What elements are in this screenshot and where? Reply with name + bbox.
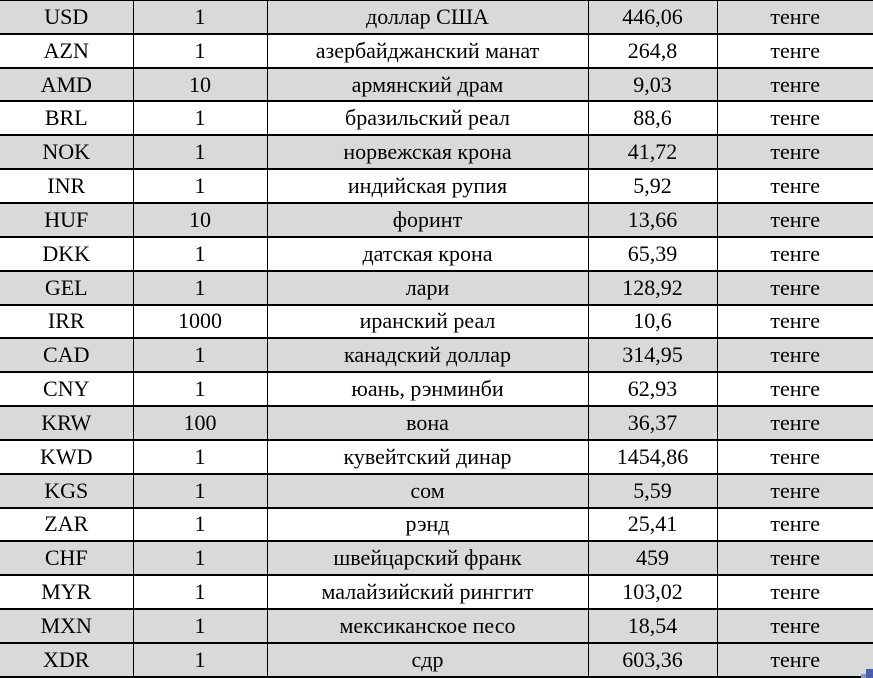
cell-units: 1 [133, 508, 267, 542]
cell-rate: 88,6 [588, 101, 717, 135]
cell-quote-currency: тенге [717, 643, 873, 677]
cell-rate: 25,41 [588, 508, 717, 542]
table-row [0, 575, 873, 609]
cell-currency-code: ZAR [0, 508, 133, 542]
cell-rate: 1454,86 [588, 440, 717, 474]
cell-rate: 9,03 [588, 68, 717, 102]
cell-currency-name: кувейтский динар [267, 440, 588, 474]
cell-rate: 446,06 [588, 1, 717, 34]
cell-rate: 264,8 [588, 34, 717, 68]
cell-currency-name: иранский реал [267, 305, 588, 339]
cell-rate: 18,54 [588, 609, 717, 643]
cell-quote-currency: тенге [717, 1, 873, 34]
cell-rate: 5,92 [588, 169, 717, 203]
cell-currency-code: KWD [0, 440, 133, 474]
cell-units: 1000 [133, 305, 267, 339]
blue-resize-handle-main [866, 669, 873, 678]
cell-quote-currency: тенге [717, 338, 873, 372]
cell-rate: 10,6 [588, 305, 717, 339]
table-row [0, 237, 873, 271]
cell-quote-currency: тенге [717, 508, 873, 542]
table-row [0, 338, 873, 372]
table-row [0, 1, 873, 34]
cell-currency-code: AZN [0, 34, 133, 68]
cell-units: 10 [133, 68, 267, 102]
cell-currency-name: лари [267, 271, 588, 305]
cell-currency-code: USD [0, 1, 133, 34]
cell-units: 1 [133, 101, 267, 135]
cell-currency-name: сдр [267, 643, 588, 677]
cell-currency-code: CNY [0, 372, 133, 406]
table-row [0, 34, 873, 68]
cell-currency-name: малайзийский ринггит [267, 575, 588, 609]
cell-rate: 41,72 [588, 135, 717, 169]
cell-units: 1 [133, 440, 267, 474]
cell-rate: 65,39 [588, 237, 717, 271]
cell-quote-currency: тенге [717, 440, 873, 474]
cell-currency-code: MYR [0, 575, 133, 609]
cell-quote-currency: тенге [717, 575, 873, 609]
cell-currency-code: GEL [0, 271, 133, 305]
cell-units: 1 [133, 609, 267, 643]
cell-quote-currency: тенге [717, 271, 873, 305]
cell-rate: 103,02 [588, 575, 717, 609]
table-row [0, 169, 873, 203]
cell-rate: 459 [588, 541, 717, 575]
cell-quote-currency: тенге [717, 68, 873, 102]
cell-units: 10 [133, 203, 267, 237]
cell-currency-name: сом [267, 474, 588, 508]
cell-currency-code: AMD [0, 68, 133, 102]
table-row [0, 643, 873, 677]
cell-rate: 128,92 [588, 271, 717, 305]
cell-currency-code: IRR [0, 305, 133, 339]
cell-quote-currency: тенге [717, 541, 873, 575]
table-row [0, 541, 873, 575]
cell-quote-currency: тенге [717, 406, 873, 440]
table-row [0, 508, 873, 542]
cell-currency-code: CHF [0, 541, 133, 575]
cell-units: 1 [133, 575, 267, 609]
cell-quote-currency: тенге [717, 203, 873, 237]
cell-rate: 13,66 [588, 203, 717, 237]
currency-rates-table-body [0, 1, 873, 678]
cell-currency-name: норвежская крона [267, 135, 588, 169]
cell-currency-name: армянский драм [267, 68, 588, 102]
cell-rate: 36,37 [588, 406, 717, 440]
blue-resize-handle-icon[interactable] [861, 668, 873, 678]
cell-currency-name: азербайджанский манат [267, 34, 588, 68]
table-row [0, 135, 873, 169]
cell-currency-code: NOK [0, 135, 133, 169]
cell-currency-name: швейцарский франк [267, 541, 588, 575]
table-row [0, 474, 873, 508]
table-row [0, 305, 873, 339]
cell-rate: 603,36 [588, 643, 717, 677]
cell-quote-currency: тенге [717, 169, 873, 203]
cell-rate: 314,95 [588, 338, 717, 372]
cell-currency-code: BRL [0, 101, 133, 135]
cell-units: 100 [133, 406, 267, 440]
cell-units: 1 [133, 541, 267, 575]
cell-currency-name: вона [267, 406, 588, 440]
cell-units: 1 [133, 34, 267, 68]
table-row [0, 101, 873, 135]
table-row [0, 406, 873, 440]
table-row [0, 440, 873, 474]
cell-units: 1 [133, 338, 267, 372]
cell-currency-name: доллар США [267, 1, 588, 34]
cell-units: 1 [133, 135, 267, 169]
cell-units: 1 [133, 1, 267, 34]
cell-quote-currency: тенге [717, 135, 873, 169]
cell-rate: 62,93 [588, 372, 717, 406]
cell-currency-code: CAD [0, 338, 133, 372]
cell-currency-code: INR [0, 169, 133, 203]
table-row [0, 372, 873, 406]
cell-quote-currency: тенге [717, 34, 873, 68]
cell-currency-name: мексиканское песо [267, 609, 588, 643]
cell-quote-currency: тенге [717, 372, 873, 406]
table-row [0, 203, 873, 237]
cell-quote-currency: тенге [717, 237, 873, 271]
cell-currency-code: KRW [0, 406, 133, 440]
cell-currency-name: бразильский реал [267, 101, 588, 135]
cell-currency-name: датская крона [267, 237, 588, 271]
cell-units: 1 [133, 643, 267, 677]
cell-units: 1 [133, 372, 267, 406]
table-row [0, 609, 873, 643]
cell-units: 1 [133, 474, 267, 508]
cell-currency-code: HUF [0, 203, 133, 237]
cell-units: 1 [133, 271, 267, 305]
cell-currency-name: канадский доллар [267, 338, 588, 372]
cell-quote-currency: тенге [717, 305, 873, 339]
cell-currency-code: MXN [0, 609, 133, 643]
cell-currency-name: юань, рэнминби [267, 372, 588, 406]
cell-currency-name: рэнд [267, 508, 588, 542]
cell-units: 1 [133, 169, 267, 203]
cell-units: 1 [133, 237, 267, 271]
cell-currency-code: DKK [0, 237, 133, 271]
cell-currency-name: индийская рупия [267, 169, 588, 203]
cell-quote-currency: тенге [717, 101, 873, 135]
cell-currency-name: форинт [267, 203, 588, 237]
cell-rate: 5,59 [588, 474, 717, 508]
table-row [0, 271, 873, 305]
cell-currency-code: XDR [0, 643, 133, 677]
table-row [0, 68, 873, 102]
cell-currency-code: KGS [0, 474, 133, 508]
cell-quote-currency: тенге [717, 474, 873, 508]
cell-quote-currency: тенге [717, 609, 873, 643]
